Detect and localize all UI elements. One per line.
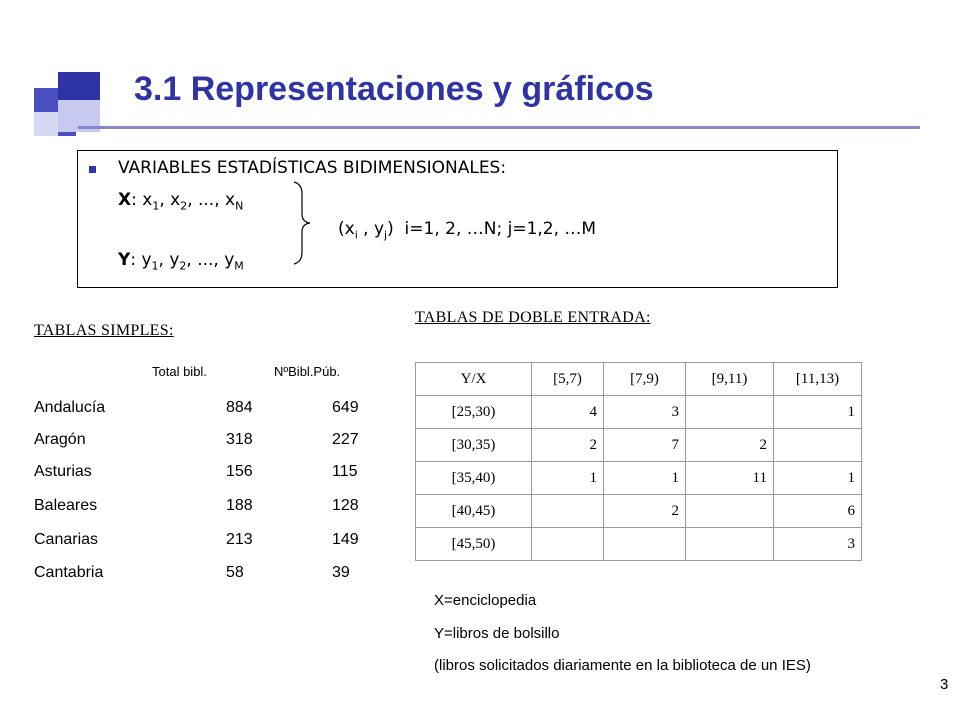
table-cell: 2 <box>604 495 686 528</box>
column-header: [9,11) <box>686 363 774 396</box>
table-cell: 2 <box>532 429 604 462</box>
total-value: 156 <box>226 463 253 480</box>
table-row <box>34 564 374 584</box>
row-header: [40,45) <box>416 495 532 528</box>
table-header-row <box>416 363 862 396</box>
table-cell <box>774 429 862 462</box>
x-values: : $x_1$, $x_2$, ..., $x_N$ <box>131 190 244 213</box>
title-rule <box>78 126 920 129</box>
region-name: Canarias <box>34 531 99 548</box>
y-label: Y <box>118 250 131 270</box>
region-name: Cantabria <box>34 564 104 581</box>
corner-cell: Y/X <box>416 363 532 396</box>
col-header-total: Total bibl. <box>152 364 207 379</box>
table-row <box>416 462 862 495</box>
table-row <box>416 528 862 561</box>
col-header-publicas: NºBibl.Púb. <box>274 364 341 379</box>
box-heading: VARIABLES ESTADÍSTICAS BIDIMENSIONALES: <box>118 158 507 178</box>
note-y-definition: Y=libros de bolsillo <box>434 625 560 642</box>
note-context: (libros solicitados diariamente en la biblioteca de un IES) <box>434 657 811 674</box>
table-cell <box>686 396 774 429</box>
total-value: 884 <box>226 399 253 416</box>
table-cell: 7 <box>604 429 686 462</box>
brace-icon <box>292 180 312 266</box>
table-cell: 6 <box>774 495 862 528</box>
table-cell <box>532 495 604 528</box>
table-cell: 1 <box>604 462 686 495</box>
table-cell <box>686 528 774 561</box>
slide-title: 3.1 Representaciones y gráficos <box>134 70 654 108</box>
y-variable-line <box>118 250 244 272</box>
publicas-value: 227 <box>332 431 359 448</box>
row-header: [45,50) <box>416 528 532 561</box>
x-variable-line <box>118 190 243 212</box>
x-label: X <box>118 190 132 210</box>
total-value: 58 <box>226 564 244 581</box>
row-header: [35,40) <box>416 462 532 495</box>
column-header: [5,7) <box>532 363 604 396</box>
total-value: 318 <box>226 431 253 448</box>
table-cell: 11 <box>686 462 774 495</box>
double-table-title: TABLAS DE DOBLE ENTRADA: <box>415 309 651 326</box>
publicas-value: 128 <box>332 497 359 514</box>
table-row <box>34 431 374 451</box>
row-header: [25,30) <box>416 396 532 429</box>
column-header: [11,13) <box>774 363 862 396</box>
row-header: [30,35) <box>416 429 532 462</box>
decor-square <box>34 112 58 136</box>
region-name: Aragón <box>34 431 86 448</box>
region-name: Asturias <box>34 463 92 480</box>
publicas-value: 149 <box>332 531 359 548</box>
table-row <box>416 429 862 462</box>
page-number: 3 <box>940 676 949 693</box>
publicas-value: 115 <box>332 463 358 480</box>
table-cell: 2 <box>686 429 774 462</box>
pair-definition: ($x_i$ , $y_j$) i=1, 2, …N; j=1,2, …M <box>338 219 597 242</box>
table-row <box>34 463 374 483</box>
table-cell <box>532 528 604 561</box>
table-row <box>416 495 862 528</box>
total-value: 213 <box>226 531 253 548</box>
table-row <box>416 396 862 429</box>
table-cell <box>686 495 774 528</box>
region-name: Baleares <box>34 497 98 514</box>
simple-table-title: TABLAS SIMPLES: <box>34 322 174 339</box>
double-entry-table <box>415 362 862 561</box>
table-cell <box>604 528 686 561</box>
bullet-icon <box>89 166 96 173</box>
table-row <box>34 399 374 419</box>
table-row <box>34 497 374 517</box>
total-value: 188 <box>226 497 253 514</box>
table-cell: 1 <box>774 396 862 429</box>
table-cell: 1 <box>532 462 604 495</box>
publicas-value: 649 <box>332 399 359 416</box>
table-cell: 1 <box>774 462 862 495</box>
y-values: : $y_1$, $y_2$, ..., $y_M$ <box>130 250 244 273</box>
table-cell: 3 <box>604 396 686 429</box>
table-cell: 3 <box>774 528 862 561</box>
column-header: [7,9) <box>604 363 686 396</box>
publicas-value: 39 <box>332 564 350 581</box>
table-cell: 4 <box>532 396 604 429</box>
note-x-definition: X=enciclopedia <box>434 592 537 609</box>
region-name: Andalucía <box>34 399 106 416</box>
table-row <box>34 531 374 551</box>
